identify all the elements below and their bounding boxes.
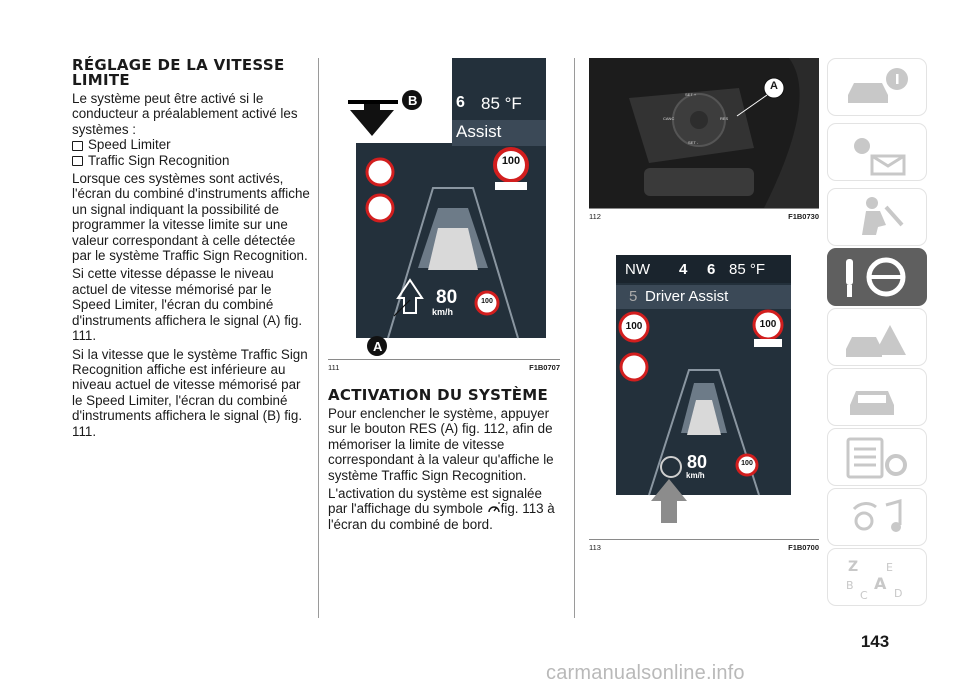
gear-indicator-2: 6 xyxy=(707,261,716,278)
speed-unit: km/h xyxy=(686,471,705,480)
speed-limiter-icon xyxy=(487,502,501,514)
sidebar-tab-multimedia[interactable] xyxy=(827,488,927,546)
heading-direction: NW xyxy=(625,261,650,278)
svg-text:B: B xyxy=(846,579,854,592)
gear-indicator: 6 xyxy=(456,94,465,111)
sidebar-tab-car-info[interactable] xyxy=(827,58,927,116)
column-1 xyxy=(72,58,310,439)
svg-text:A: A xyxy=(874,574,887,593)
multimedia-icon xyxy=(842,495,914,541)
sidebar-tab-steering-key[interactable] xyxy=(827,248,927,306)
sidebar-tab-maintenance[interactable] xyxy=(827,368,927,426)
small-sign-value: 100 xyxy=(741,460,753,467)
figure-112 xyxy=(589,58,819,209)
steering-wheel-illustration xyxy=(589,58,819,208)
res-label: RES xyxy=(720,116,729,121)
set-minus-label: SET - xyxy=(688,140,699,145)
paragraph: Lorsque ces systèmes sont activés, l'écran du combiné d'instruments affiche un signal indiquant la possibilité de programmer la vitesse limite sur une valeur correspondant à celle détectée par le système Traffic Sign Recognition. xyxy=(72,171,310,264)
section-heading-vitesse-limite: RÉGLAGE DE LA VITESSE LIMITE xyxy=(72,56,285,89)
menu-number: 5 xyxy=(629,288,638,305)
paragraph: Pour enclencher le système, appuyer sur le bouton RES (A) fig. 112, afin de mémoriser la limite de vitesse correspondant à la valeur qu'affiche le système Traffic Sign Recognition. xyxy=(328,406,554,483)
steering-key-icon xyxy=(842,255,914,301)
page-number: 143 xyxy=(860,632,890,651)
figure-113 xyxy=(589,255,819,540)
safety-icon xyxy=(842,195,914,241)
svg-text:C: C xyxy=(860,589,868,601)
maintenance-icon xyxy=(842,375,914,421)
paragraph: Si cette vitesse dépasse le niveau actuel de vitesse mémorisé par le Speed Limiter, l'écran du combiné d'instruments affichera le signal (A) fig. 111. xyxy=(72,266,303,344)
column-divider xyxy=(574,58,575,618)
sidebar-tab-safety[interactable] xyxy=(827,188,927,246)
current-speed: 80 xyxy=(687,452,708,472)
figure-caption: 111 F1B0707 xyxy=(328,363,560,372)
paragraph: Si la vitesse que le système Traffic Sign Recognition affiche est inférieure au niveau actuel de vitesse mémorisé par le Speed Limiter, l'écran du combiné d'instruments affichera le signal (B) fig. 111. xyxy=(72,346,308,439)
column-2 xyxy=(328,58,560,532)
bullet-item: Traffic Sign Recognition xyxy=(72,153,310,168)
section-heading-activation: ACTIVATION DU SYSTÈME xyxy=(328,386,549,404)
speed-unit: km/h xyxy=(432,307,454,317)
label-b: B xyxy=(408,93,418,108)
checkbox-icon xyxy=(72,156,83,166)
temperature: 85 °F xyxy=(729,261,766,278)
column-divider xyxy=(318,58,319,618)
canc-label: CANC xyxy=(663,116,675,121)
left-sign-value: 100 xyxy=(625,321,643,332)
gear-indicator: 4 xyxy=(679,261,688,278)
driver-assist-banner: Driver Assist xyxy=(645,288,729,305)
svg-text:E: E xyxy=(886,561,893,574)
bullet-item: Speed Limiter xyxy=(72,137,310,152)
sidebar-tab-index[interactable] xyxy=(827,548,927,606)
temperature: 85 °F xyxy=(481,94,522,113)
svg-text:Z: Z xyxy=(848,559,859,575)
intro-paragraph: Le système peut être activé si le conducteur a préalablement activé les systèmes : xyxy=(72,91,298,137)
label-a: A xyxy=(373,339,383,354)
label-a: A xyxy=(770,80,778,92)
column-3 xyxy=(589,58,819,552)
car-info-icon xyxy=(842,65,914,111)
figure-caption: 113 F1B0700 xyxy=(589,543,819,552)
checkbox-icon xyxy=(72,141,83,151)
sidebar-tab-technical-data[interactable] xyxy=(827,428,927,486)
index-icon xyxy=(842,555,914,601)
small-sign-value: 100 xyxy=(481,298,493,305)
sidebar-tab-warning-lights[interactable] xyxy=(827,123,927,181)
figure-111 xyxy=(328,58,560,360)
assist-banner: Assist xyxy=(456,122,502,141)
svg-text:D: D xyxy=(894,587,903,600)
figure-caption: 112 F1B0730 xyxy=(589,212,819,221)
emergency-icon xyxy=(842,315,914,361)
set-plus-label: SET + xyxy=(685,92,697,97)
right-sign-value: 100 xyxy=(759,319,777,330)
technical-data-icon xyxy=(842,435,914,481)
warning-lights-icon xyxy=(842,130,914,176)
watermark: carmanualsonline.info xyxy=(546,662,745,684)
paragraph: L'activation du système est signalée par l'affichage du symbole fig. 113 à l'écran du combiné de bord. xyxy=(328,486,555,532)
current-speed: 80 xyxy=(436,287,458,308)
speed-sign-value: 100 xyxy=(501,155,521,167)
sidebar-tab-emergency[interactable] xyxy=(827,308,927,366)
